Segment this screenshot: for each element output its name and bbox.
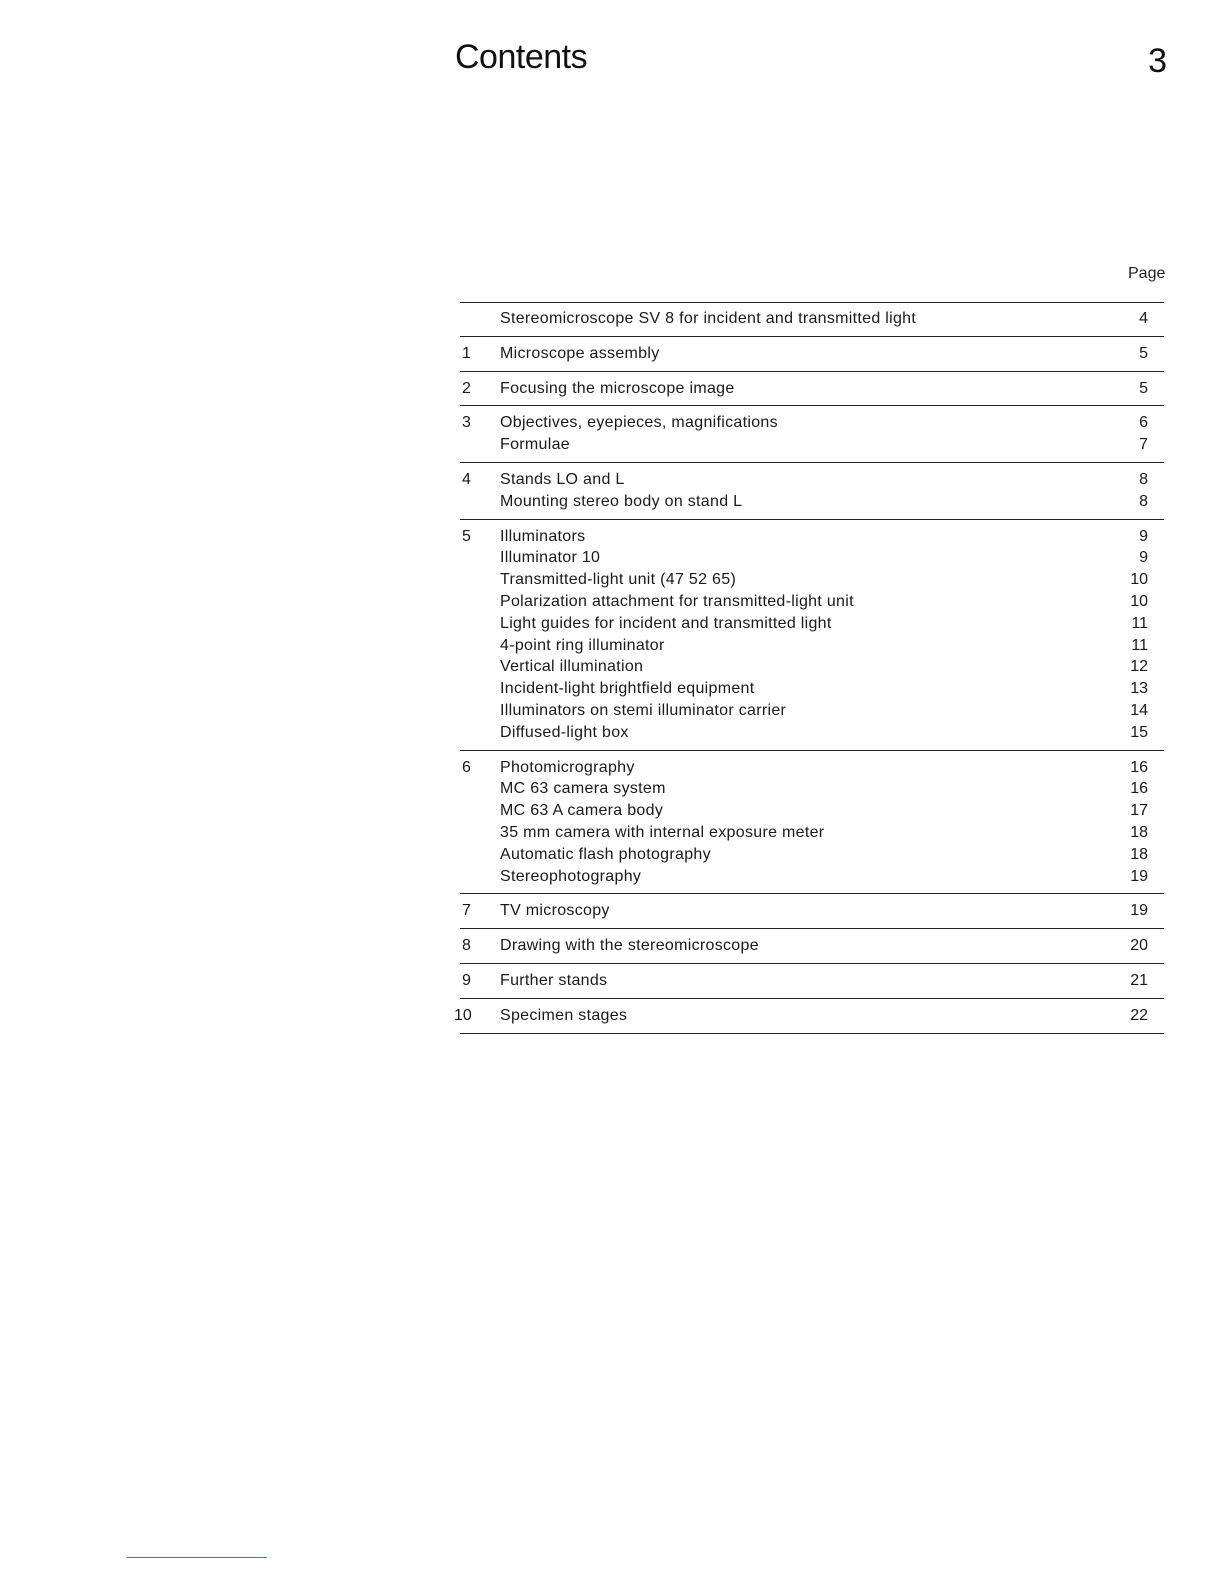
toc-section-number: 4: [462, 470, 471, 488]
toc-entry-title: Transmitted-light unit (47 52 65): [500, 571, 737, 589]
toc-entry[interactable]: [460, 722, 1164, 744]
toc-entry-page: 6: [1139, 414, 1148, 432]
toc-section-number: 2: [462, 379, 471, 397]
toc-entry[interactable]: [460, 900, 1164, 922]
toc-entry-title: Mounting stereo body on stand L: [500, 492, 743, 510]
toc-entry-title: Specimen stages: [500, 1006, 628, 1024]
toc-section: [460, 462, 1164, 519]
toc-entry-title: Objectives, eyepieces, magnifications: [500, 414, 778, 432]
toc-entry-title: Further stands: [500, 971, 608, 989]
toc-entry-title: Formulae: [500, 436, 570, 454]
footer-rule: [127, 1557, 267, 1558]
toc-entry[interactable]: [460, 800, 1164, 822]
toc-entry-title: Microscope assembly: [500, 344, 660, 362]
toc-entry-page: 13: [1130, 680, 1148, 698]
toc-section: [454, 998, 1164, 1034]
page-number: 3: [1148, 42, 1167, 80]
toc-section: [460, 963, 1164, 998]
toc-entry-page: 18: [1130, 823, 1148, 841]
toc-section-number: 8: [462, 937, 471, 955]
toc-entry[interactable]: [460, 700, 1164, 722]
toc-entry[interactable]: [460, 866, 1164, 888]
toc-entry[interactable]: [460, 757, 1164, 779]
toc-entry-page: 9: [1139, 527, 1148, 545]
toc-entry-page: 16: [1130, 758, 1148, 776]
toc-entry-title: TV microscopy: [500, 902, 610, 920]
toc-entry-page: 14: [1130, 701, 1148, 719]
toc-entry-title: Stands LO and L: [500, 470, 625, 488]
page-column-label: Page: [1128, 265, 1166, 282]
toc-entry-title: Drawing with the stereomicroscope: [500, 937, 759, 955]
toc-entry-title: MC 63 A camera body: [500, 802, 664, 820]
toc-entry[interactable]: [460, 343, 1164, 365]
toc-entry-page: 20: [1130, 937, 1148, 955]
toc-section-number: 1: [462, 344, 471, 362]
toc-entry-page: 15: [1130, 723, 1148, 741]
toc-entry[interactable]: [460, 469, 1164, 491]
toc-entry[interactable]: [460, 656, 1164, 678]
toc-entry[interactable]: [460, 491, 1164, 513]
toc-entry[interactable]: [460, 935, 1164, 957]
toc-entry-title: Polarization attachment for transmitted-light unit: [500, 592, 854, 610]
toc-entry-title: Stereomicroscope SV 8 for incident and transmitted light: [500, 310, 917, 327]
toc-entry[interactable]: [460, 822, 1164, 844]
toc-entry-page: 16: [1130, 780, 1148, 798]
toc-entry[interactable]: [460, 678, 1164, 700]
toc-entry[interactable]: [460, 635, 1164, 657]
toc-section: [460, 302, 1164, 336]
toc-entry-title: Focusing the microscope image: [500, 379, 735, 397]
toc-entry[interactable]: [460, 844, 1164, 866]
toc-entry-page: 4: [1139, 310, 1148, 327]
toc-entry[interactable]: [460, 613, 1164, 635]
toc-entry[interactable]: [460, 412, 1164, 434]
toc-entry-page: 12: [1130, 658, 1148, 676]
toc-entry-page: 21: [1130, 971, 1148, 989]
toc-entry-page: 19: [1130, 867, 1148, 885]
toc-entry[interactable]: [460, 378, 1164, 400]
toc-section: [460, 750, 1164, 894]
toc-entry-page: 18: [1130, 845, 1148, 863]
toc-entry-title: Light guides for incident and transmitted light: [500, 614, 832, 632]
toc-section: [460, 893, 1164, 928]
toc-section: [460, 336, 1164, 371]
toc-entry[interactable]: [454, 1005, 1164, 1027]
toc-section: [460, 405, 1164, 462]
toc-entry-title: Illuminators on stemi illuminator carrier: [500, 701, 787, 719]
toc-section-number: 9: [462, 971, 471, 989]
toc-entry-title: 4-point ring illuminator: [500, 636, 665, 654]
toc-section-number: 6: [462, 758, 471, 776]
toc-entry-page: 5: [1139, 379, 1148, 397]
toc-section-number: 3: [462, 414, 471, 432]
toc-entry-title: Diffused-light box: [500, 723, 629, 741]
toc-entry-title: Automatic flash photography: [500, 845, 711, 863]
toc-entry-page: 5: [1139, 344, 1148, 362]
toc-entry-title: MC 63 camera system: [500, 780, 666, 798]
toc-section-number: 7: [462, 902, 471, 920]
toc-entry-page: 10: [1130, 571, 1148, 589]
toc-entry[interactable]: [460, 591, 1164, 613]
toc-entry[interactable]: [460, 970, 1164, 992]
toc-entry[interactable]: [460, 308, 1164, 330]
toc-entry-title: Illuminators: [500, 527, 586, 545]
toc-section: [460, 519, 1164, 750]
toc-entry-page: 11: [1131, 636, 1148, 654]
toc-entry-page: 8: [1139, 492, 1148, 510]
toc-entry-page: 9: [1139, 549, 1148, 567]
toc-section: [460, 371, 1164, 406]
toc-entry-title: Incident-light brightfield equipment: [500, 680, 755, 698]
toc-entry-page: 8: [1139, 470, 1148, 488]
toc-entry-page: 17: [1130, 802, 1148, 820]
table-of-contents: [454, 302, 1164, 1034]
toc-entry-page: 11: [1131, 614, 1148, 632]
toc-entry[interactable]: [460, 778, 1164, 800]
toc-entry-title: Photomicrography: [500, 758, 635, 776]
toc-entry-title: Illuminator 10: [500, 549, 601, 567]
toc-entry[interactable]: [460, 526, 1164, 548]
toc-section-number: 5: [462, 527, 471, 545]
toc-entry-page: 10: [1130, 592, 1148, 610]
toc-entry-page: 7: [1139, 436, 1148, 454]
toc-entry[interactable]: [460, 434, 1164, 456]
toc-entry-title: Vertical illumination: [500, 658, 644, 676]
toc-entry-page: 22: [1130, 1006, 1148, 1024]
toc-entry-title: 35 mm camera with internal exposure meter: [500, 823, 825, 841]
toc-section: [460, 928, 1164, 963]
toc-section-number: 10: [454, 1006, 472, 1024]
toc-entry[interactable]: [460, 569, 1164, 591]
toc-entry-title: Stereophotography: [500, 867, 642, 885]
toc-entry[interactable]: [460, 547, 1164, 569]
page-title: Contents: [455, 38, 588, 76]
toc-entry-page: 19: [1130, 902, 1148, 920]
